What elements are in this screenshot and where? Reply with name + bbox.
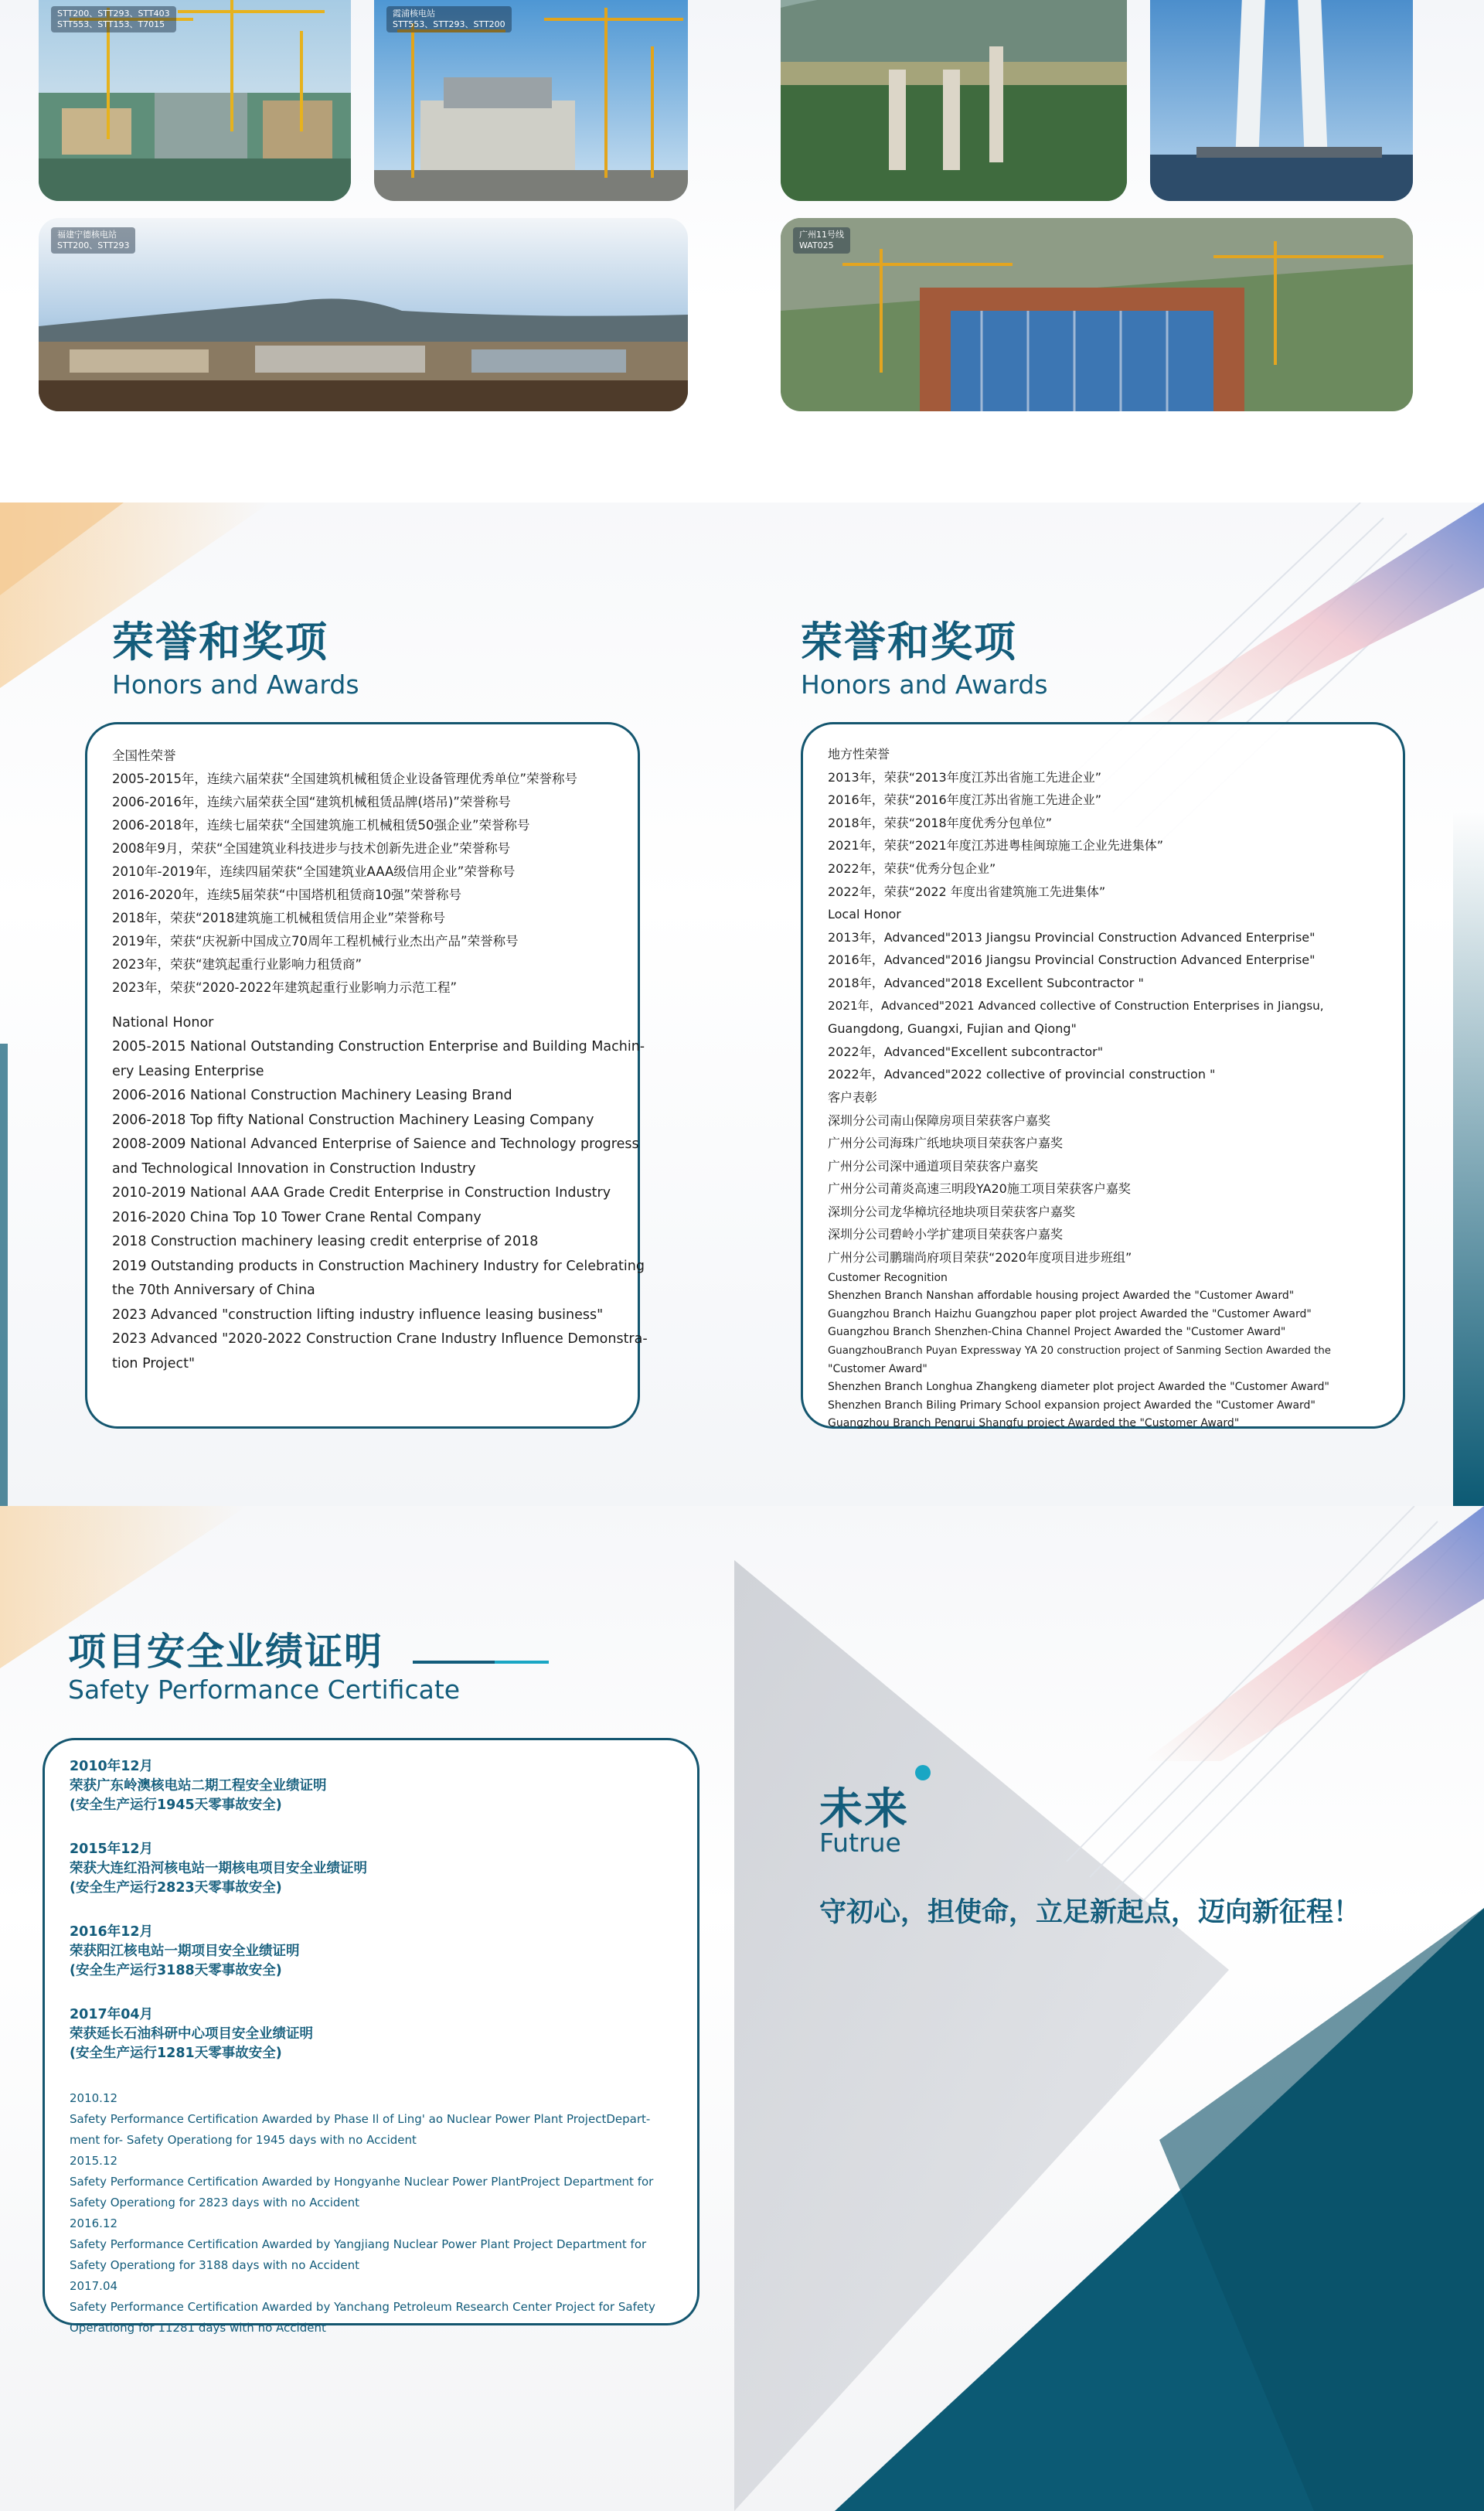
entry-date: 2016年12月 [70,1924,154,1940]
list-item: 2022年，荣获“2022 年度出省建筑施工先进集体” [828,884,1106,899]
construction-photo-4 [781,0,1127,201]
entry-date: 2017年04月 [70,2007,154,2022]
entry-title: 荣获广东岭澳核电站二期工程安全业绩证明 [70,1778,327,1794]
entry-date: 2015年12月 [70,1842,154,1857]
list-item: 2010年-2019年，连续四届荣获“全国建筑业AAA级信用企业”荣誉称号 [112,864,516,879]
honors-section [0,503,1484,1506]
list-item: 2008年9月，荣获“全国建筑业科技进步与技术创新先进企业”荣誉称号 [112,841,511,856]
photo-3-tag-line-1: 福建宁德核电站 [57,230,117,240]
entry-text: Safety Performance Certification Awarded by Phase Il of Ling' ao Nuclear Power Plant ProjectDepart- [70,2112,651,2126]
list-item: the 70th Anniversary of China [112,1283,315,1298]
future-title-cn: 未来 [819,1784,909,1835]
list-item: 2006-2016年，连续六届荣获全国“建筑机械租赁品牌(塔吊)”荣誉称号 [112,795,511,809]
list-item [70,1923,682,1981]
list-item: 2013年，荣获“2013年度江苏出省施工先进企业” [828,769,1102,785]
entry-text: Safety Performance Certification Awarded by Yangjiang Nuclear Power Plant Project Department for [70,2237,647,2251]
list-item: 2023年，荣获“建筑起重行业影响力租赁商” [112,957,362,972]
customer-en-list [828,1269,1390,1433]
list-item: Guangzhou Branch Haizhu Guangzhou paper plot project Awarded the "Customer Award" [828,1307,1312,1320]
safety-future-section [0,1506,1484,2511]
list-item: 2023 Advanced "2020-2022 Construction Crane Industry Influence Demonstra- [112,1331,648,1347]
list-item: 2005-2015年，连续六届荣获“全国建筑机械租赁企业设备管理优秀单位”荣誉称号 [112,772,578,786]
list-item: ery Leasing Enterprise [112,1063,264,1079]
list-item: Shenzhen Branch Longhua Zhangkeng diameter plot project Awarded the "Customer Award" [828,1381,1329,1394]
entry-text: Operationg for 11281 days with no Accident [70,2321,326,2335]
list-item: Guangdong, Guangxi, Fujian and Qiong" [828,1021,1077,1037]
list-item: 2019 Outstanding products in Construction Machinery Industry for Celebrating [112,1258,645,1274]
honors-right-title-en: Honors and Awards [801,669,1048,700]
list-item: 2005-2015 National Outstanding Construction Enterprise and Building Machin- [112,1039,645,1054]
list-item: 2008-2009 National Advanced Enterprise of Saience and Technology progress [112,1136,639,1152]
photo-6-tag-line-2: WAT025 [799,240,834,250]
list-item: Shenzhen Branch Nanshan affordable housing project Awarded the "Customer Award" [828,1290,1295,1303]
future-slogan: 守初心，担使命，立足新起点，迈向新征程！ [819,1897,1361,1928]
construction-photo-3 [39,218,688,411]
list-item: 2022年，Advanced"2022 collective of provincial construction " [828,1067,1216,1082]
entry-text: Safety Operationg for 3188 days with no Accident [70,2258,360,2272]
list-item: 广州分公司莆炎高速三明段YA20施工项目荣获客户嘉奖 [828,1181,1131,1197]
metro-site-image [781,218,1413,411]
list-item: 2016-2020年，连续5届荣获“中国塔机租赁商10强”荣誉称号 [112,888,462,902]
list-item [70,1757,682,1815]
list-item: 广州分公司鹏瑞尚府项目荣获“2020年度项目进步班组” [828,1250,1132,1266]
list-item: 2016-2020 China Top 10 Tower Crane Rental Company [112,1209,482,1225]
panoramic-site-image [39,218,688,411]
list-item: 2023年，荣获“2020-2022年建筑起重行业影响力示范工程” [112,980,458,995]
entry-date: 2015.12 [70,2154,118,2168]
title-underline-accent [495,1661,549,1664]
list-item: 深圳分公司南山保障房项目荣获客户嘉奖 [828,1112,1051,1128]
photo-2-tag-line-2: STT553、STT293、STT200 [393,19,505,29]
list-item: 2021年，Advanced"2021 Advanced collective of Construction Enterprises in Jiangsu, [828,998,1324,1013]
photo-1-tag-line-2: STT553、STT153、T7015 [57,19,165,29]
honors-right-title-cn: 荣誉和奖项 [801,618,1017,666]
list-item: 2023 Advanced "construction lifting industry influence leasing business" [112,1307,604,1323]
honors-left-title-en: Honors and Awards [112,669,359,700]
national-en-list [112,1035,648,1376]
local-en-heading: Local Honor [828,907,901,922]
list-item: Shenzhen Branch Biling Primary School expansion project Awarded the "Customer Award" [828,1399,1316,1412]
list-item: GuangzhouBranch Puyan Expressway YA 20 construction project of Sanming Section Awarded the [828,1345,1331,1358]
entry-title: 荣获延长石油科研中心项目安全业绩证明 [70,2026,313,2042]
safety-cn-entries [70,1757,682,2063]
photo-1-tag-line-1: STT200、STT293、STT403 [57,9,170,19]
list-item: 2019年，荣获“庆祝新中国成立70周年工程机械行业杰出产品”荣誉称号 [112,934,519,949]
list-item: 2013年，Advanced"2013 Jiangsu Provincial Construction Advanced Enterprise" [828,929,1316,945]
list-item: "Customer Award" [828,1362,928,1375]
list-item: Guangzhou Branch Shenzhen-China Channel Project Awarded the "Customer Award" [828,1326,1286,1339]
safety-certificate-panel [43,1738,699,2335]
photo-6-tag-line-1: 广州11号线 [799,230,844,240]
entry-date: 2017.04 [70,2279,118,2293]
accent-dot [915,1765,931,1780]
list-item: 2021年，荣获“2021年度江苏进粤桂闽琼施工企业先进集体” [828,838,1164,853]
national-cn-heading: 全国性荣誉 [112,748,176,763]
construction-photo-5 [1150,0,1413,201]
safety-title-cn: 项目安全业绩证明 [68,1630,384,1674]
list-item: 2006-2018 Top fifty National Construction Machinery Leasing Company [112,1112,594,1128]
list-item: 2016年，荣获“2016年度江苏出省施工先进企业” [828,792,1102,808]
list-item: 2010-2019 National AAA Grade Credit Enterprise in Construction Industry [112,1185,611,1201]
construction-photo-2 [374,0,688,201]
construction-photo-6 [781,218,1413,411]
photo-gallery-section [0,0,1484,503]
entry-title: 荣获大连红沿河核电站一期核电项目安全业绩证明 [70,1861,367,1876]
national-en-heading: National Honor [112,1015,214,1031]
honors-left-title-cn: 荣誉和奖项 [112,618,328,666]
list-item: 2018年，荣获“2018建筑施工机械租赁信用企业”荣誉称号 [112,911,446,925]
bridge-tower-image [1150,0,1413,201]
list-item: Guangzhou Branch Pengrui Shangfu project Awarded the "Customer Award" [828,1417,1240,1430]
list-item: 广州分公司海珠广纸地块项目荣获客户嘉奖 [828,1136,1064,1151]
list-item: 2016年，Advanced"2016 Jiangsu Provincial Construction Advanced Enterprise" [828,952,1316,968]
title-underline-decoration [413,1661,495,1664]
list-item [70,1840,682,1898]
photo-3-tag-line-2: STT200、STT293 [57,240,130,250]
photo-2-tag-line-1: 霞浦核电站 [393,9,435,19]
national-cn-list [112,768,610,1000]
entry-note: (安全生产运行2823天零事故安全) [70,1880,282,1896]
list-item: 2022年，Advanced"Excellent subcontractor" [828,1044,1104,1059]
list-item [70,2005,682,2063]
entry-text: Safety Operationg for 2823 days with no Accident [70,2196,360,2209]
list-item: tion Project" [112,1355,196,1371]
entry-title: 荣获阳江核电站一期项目安全业绩证明 [70,1944,300,1959]
list-item: 2022年，荣获“优秀分包企业” [828,860,996,876]
list-item: 深圳分公司碧岭小学扩建项目荣获客户嘉奖 [828,1227,1064,1242]
list-item: and Technological Innovation in Construction Industry [112,1160,476,1177]
list-item: 2018 Construction machinery leasing credit enterprise of 2018 [112,1234,539,1249]
safety-title-en: Safety Performance Certificate [68,1675,461,1705]
local-cn-heading: 地方性荣誉 [828,747,890,761]
list-item: 2018年，Advanced"2018 Excellent Subcontractor " [828,975,1144,990]
entry-text: Safety Performance Certification Awarded by Hongyanhe Nuclear Power PlantProject Department for [70,2175,654,2189]
local-honors-panel [801,722,1405,1429]
customer-cn-heading: 客户表彰 [828,1089,878,1105]
list-item: 2006-2016 National Construction Machinery Leasing Brand [112,1088,512,1103]
bridge-valley-image [781,0,1127,201]
list-item: 广州分公司深中通道项目荣获客户嘉奖 [828,1158,1039,1174]
entry-date: 2010年12月 [70,1759,154,1774]
entry-date: 2010.12 [70,2091,118,2105]
future-title-en: Futrue [819,1828,901,1858]
national-honors-panel [85,722,648,1429]
entry-date: 2016.12 [70,2216,118,2230]
entry-text: ment for- Safety Operationg for 1945 days with no Accident [70,2133,417,2147]
entry-note: (安全生产运行3188天零事故安全) [70,1963,282,1978]
list-item: 深圳分公司龙华樟坑径地块项目荣获客户嘉奖 [828,1204,1076,1219]
list-item: 2018年，荣获“2018年度优秀分包单位” [828,815,1053,830]
entry-note: (安全生产运行1945天零事故安全) [70,1797,282,1813]
entry-text: Safety Performance Certification Awarded by Yanchang Petroleum Research Center Project for Safety [70,2300,655,2314]
list-item: 2006-2018年，连续七届荣获“全国建筑施工机械租赁50强企业”荣誉称号 [112,818,530,833]
customer-en-heading: Customer Recognition [828,1271,948,1284]
entry-note: (安全生产运行1281天零事故安全) [70,2046,282,2061]
construction-photo-1 [39,0,351,201]
safety-en-entries [70,2088,682,2339]
